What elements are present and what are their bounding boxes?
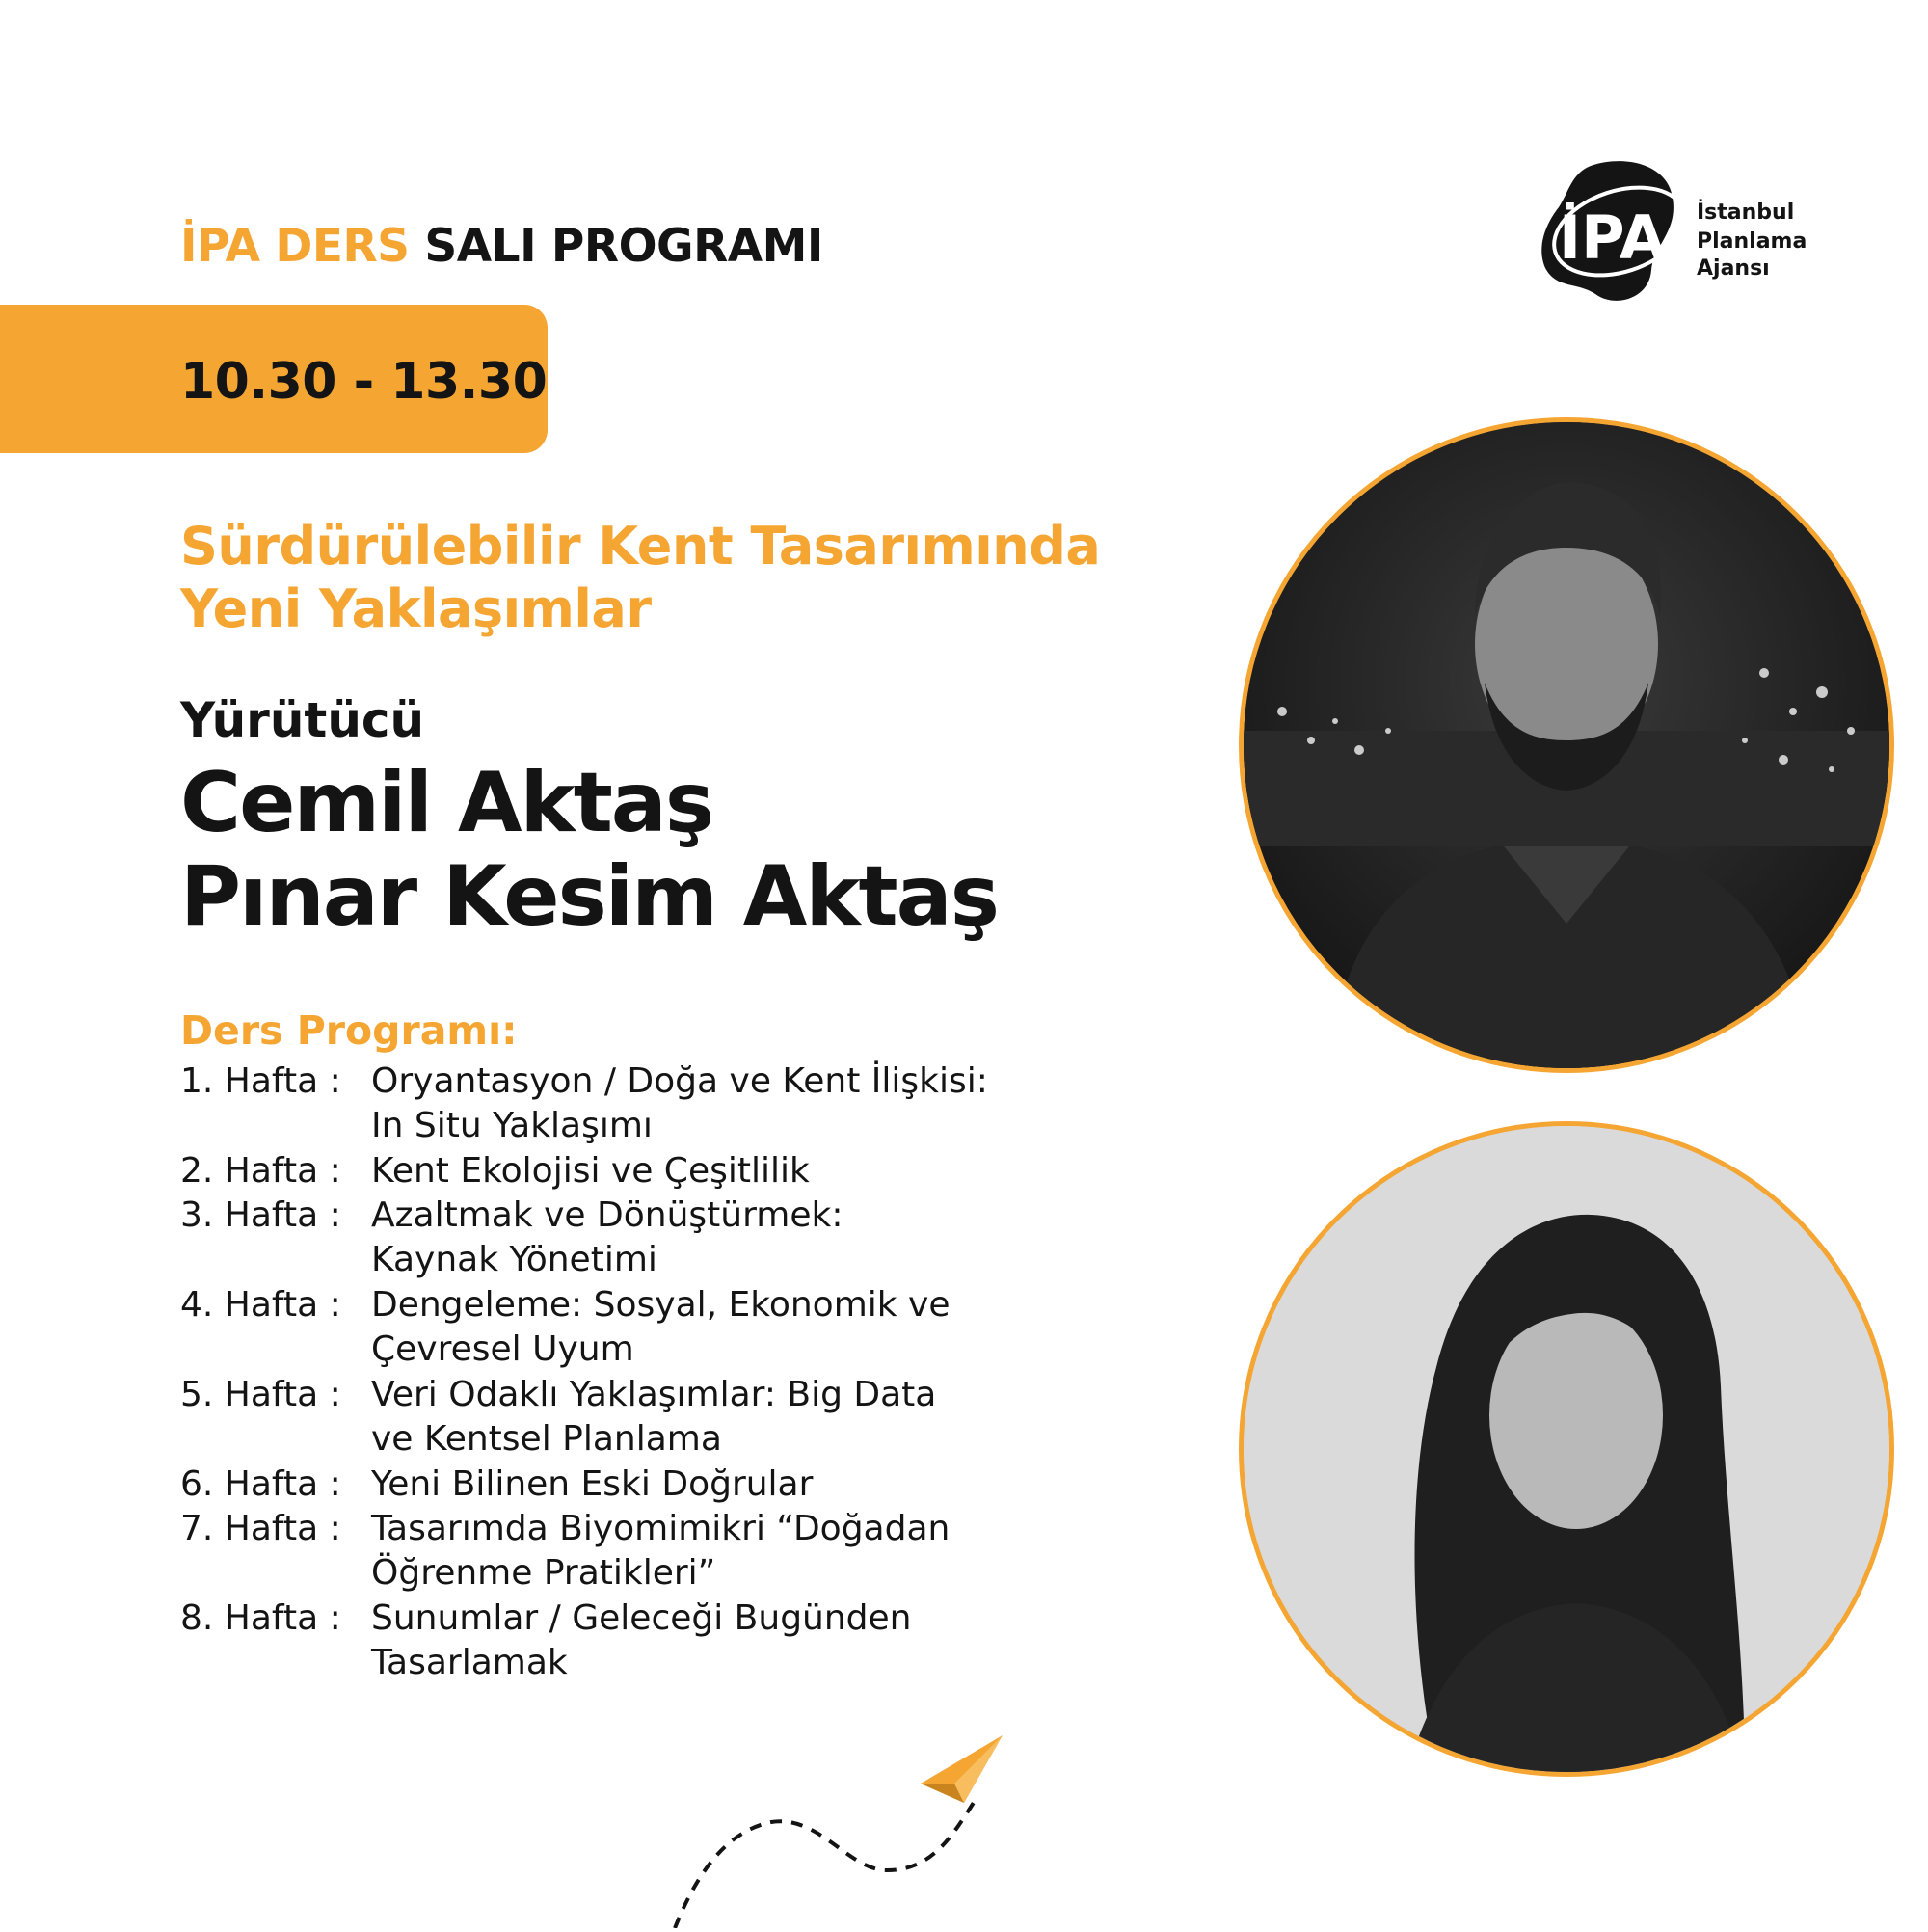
week-number: 5. Hafta : [180,1375,341,1414]
time-text: 10.30 - 13.30 [180,353,548,411]
instructor-photo [1239,417,1894,1073]
week-topic-continued: Çevresel Uyum [371,1329,634,1369]
week-topic-continued: In Situ Yaklaşımı [371,1106,653,1145]
ipa-logo [1538,154,1701,313]
instructor-photo [1239,1121,1894,1777]
week-topic-continued: Öğrenme Pratikleri” [371,1553,716,1593]
week-topic: Tasarımda Biyomimikri “Doğadan [371,1509,951,1548]
week-topic: Azaltmak ve Dönüştürmek: [371,1195,844,1235]
logo-text-line: Ajansı [1697,256,1770,281]
title-accent: İPA DERS [180,220,410,273]
week-number: 7. Hafta : [180,1509,341,1548]
logo-mark: İPA [1559,202,1666,273]
instructor-name: Pınar Kesim Aktaş [180,848,998,945]
week-topic-continued: ve Kentsel Planlama [371,1419,722,1459]
week-number: 1. Hafta : [180,1061,341,1101]
course-title-line: Yeni Yaklaşımlar [180,578,652,639]
role-label: Yürütücü [180,692,425,748]
week-number: 8. Hafta : [180,1598,341,1638]
week-topic: Kent Ekolojisi ve Çeşitlilik [371,1151,810,1191]
course-title-line: Sürdürülebilir Kent Tasarımında [180,516,1101,577]
week-topic: Sunumlar / Geleceği Bugünden [371,1598,912,1638]
week-number: 6. Hafta : [180,1464,341,1504]
week-topic: Dengeleme: Sosyal, Ekonomik ve [371,1285,951,1325]
week-number: 4. Hafta : [180,1285,341,1325]
week-topic: Yeni Bilinen Eski Doğrular [371,1464,814,1504]
page-title [180,220,823,273]
week-topic-continued: Tasarlamak [371,1643,568,1682]
week-topic: Oryantasyon / Doğa ve Kent İlişkisi: [371,1061,988,1101]
week-topic-continued: Kaynak Yönetimi [371,1240,657,1279]
paper-plane-icon [617,1726,1060,1928]
week-number: 3. Hafta : [180,1195,341,1235]
week-number: 2. Hafta : [180,1151,341,1191]
week-topic: Veri Odaklı Yaklaşımlar: Big Data [371,1375,937,1414]
logo-text-line: İstanbul [1697,201,1795,225]
syllabus-heading: Ders Programı: [180,1007,518,1054]
instructor-name: Cemil Aktaş [180,755,713,851]
logo-text-line: Planlama [1697,229,1808,254]
title-dark: SALI PROGRAMI [424,220,823,273]
